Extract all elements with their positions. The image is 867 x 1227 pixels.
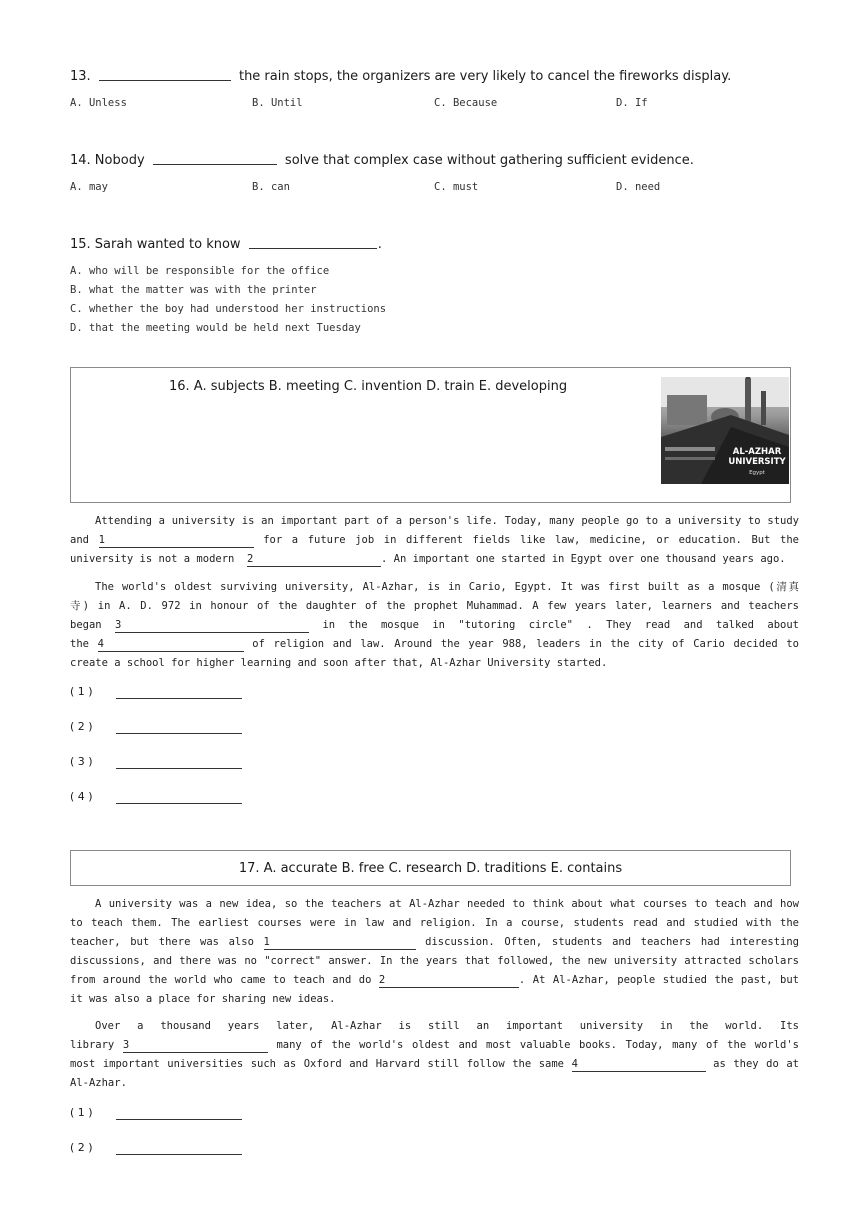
- q16-gap-3[interactable]: 3: [115, 619, 309, 633]
- q14-option-c[interactable]: C. must: [434, 181, 479, 193]
- q15-option-d[interactable]: D. that the meeting would be held next Tuesday: [70, 322, 361, 334]
- q17-p2-line-3: most important universities such as Oxford and Harvard still follow the same 4 as they do at: [70, 1058, 800, 1070]
- q16-wordbank: 16. A. subjects B. meeting C. invention D. train E. developing: [169, 379, 568, 394]
- q15-option-b[interactable]: B. what the matter was with the printer: [70, 284, 317, 296]
- q17-answer-1-line[interactable]: [116, 1119, 242, 1120]
- q17-p2-line-4: Al-Azhar.: [70, 1077, 127, 1089]
- q17-paragraph-1: [70, 895, 799, 1009]
- question-13: [70, 68, 731, 84]
- question-14-prefix: 14. Nobody: [70, 153, 145, 168]
- q17-p1-line-2: to teach them. The earliest courses were in law and religion. In a course, students read and studied with the: [70, 917, 799, 929]
- q13-option-b[interactable]: B. Until: [252, 97, 303, 109]
- q16-p2-line-5: create a school for higher learning and soon after that, Al-Azhar University started.: [70, 657, 608, 669]
- q13-option-c[interactable]: C. Because: [434, 97, 498, 109]
- q17-p1-line-4: discussions, and there was no "correct" answer. In the years that followed, the new university attracted scholars: [70, 955, 799, 967]
- mosque-skyline-icon: [661, 377, 789, 484]
- q17-gap-1[interactable]: 1: [264, 936, 416, 950]
- question-13-number: 13.: [70, 69, 91, 84]
- question-14-text: solve that complex case without gathering sufficient evidence.: [284, 153, 694, 168]
- q16-p2-line-3: began 3 in the mosque in "tutoring circle" . They read and talked about: [70, 619, 799, 631]
- q17-gap-3[interactable]: 3: [123, 1039, 268, 1053]
- al-azhar-photo: [661, 377, 789, 484]
- q16-answer-4: ( 4 ): [70, 790, 250, 808]
- q16-answer-4-line[interactable]: [116, 803, 242, 804]
- q14-option-b[interactable]: B. can: [252, 181, 290, 193]
- q16-gap-4[interactable]: 4: [98, 638, 244, 652]
- q16-paragraph-2: [70, 578, 799, 673]
- q17-p2-line-1: Over a thousand years later, Al-Azhar is still an important university in the world. Its: [95, 1020, 799, 1032]
- photo-caption: AL-AZHAR UNIVERSITY: [728, 447, 786, 467]
- q14-option-d[interactable]: D. need: [616, 181, 661, 193]
- question-13-blank[interactable]: [99, 68, 231, 81]
- question-15-suffix: .: [377, 237, 382, 252]
- q17-p1-line-3: teacher, but there was also 1 discussion. Often, students and teachers had interesting: [70, 936, 799, 948]
- q16-gap-1[interactable]: 1: [99, 534, 254, 548]
- q17-answer-1: ( 1 ): [70, 1106, 250, 1124]
- question-15-blank[interactable]: [249, 236, 377, 249]
- question-14-blank[interactable]: [153, 152, 277, 165]
- q17-gap-4[interactable]: 4: [572, 1058, 706, 1072]
- q16-p2-line-1: The world's oldest surviving university, Al-Azhar, is in Cario, Egypt. It was first built as a mosque (清真: [95, 581, 799, 593]
- q15-option-a[interactable]: A. who will be responsible for the office: [70, 265, 330, 277]
- question-14: [70, 152, 694, 168]
- question-15-prefix: 15. Sarah wanted to know: [70, 237, 241, 252]
- q13-option-d[interactable]: D. If: [616, 97, 648, 109]
- q17-wordbank-box: [70, 850, 791, 886]
- question-15: [70, 236, 382, 252]
- q16-p2-line-4: the 4 of religion and law. Around the year 988, leaders in the city of Cario decided to: [70, 638, 799, 650]
- q17-p1-line-5: from around the world who came to teach and do 2 . At Al-Azhar, people studied the past, but: [70, 974, 800, 986]
- q16-paragraph-1: [70, 512, 799, 569]
- q17-paragraph-2: [70, 1017, 799, 1093]
- q17-p1-line-6: it was also a place for sharing new ideas.: [70, 993, 336, 1005]
- q16-answer-3: ( 3 ): [70, 755, 250, 773]
- q16-answer-2: ( 2 ): [70, 720, 250, 738]
- q16-answer-2-line[interactable]: [116, 733, 242, 734]
- q13-option-a[interactable]: A. Unless: [70, 97, 127, 109]
- q16-wordbank-box: [70, 367, 791, 503]
- q17-wordbank: 17. A. accurate B. free C. research D. traditions E. contains: [238, 861, 623, 876]
- q17-p1-line-1: A university was a new idea, so the teachers at Al-Azhar needed to think about what courses to teach and how: [95, 898, 799, 910]
- q14-option-a[interactable]: A. may: [70, 181, 108, 193]
- question-13-text: the rain stops, the organizers are very likely to cancel the fireworks display.: [238, 69, 732, 84]
- q16-p1-line-1: Attending a university is an important part of a person's life. Today, many people go to a university to study: [95, 515, 799, 527]
- q16-answer-1: ( 1 ): [70, 685, 250, 703]
- q16-p1-line-2: and 1 for a future job in different fields like law, medicine, or education. But the: [70, 534, 799, 546]
- q17-p2-line-2: library 3 many of the world's oldest and most valuable books. Today, many of the world's: [70, 1039, 799, 1051]
- q17-gap-2[interactable]: 2: [379, 974, 519, 988]
- q16-gap-2[interactable]: 2: [247, 553, 381, 567]
- photo-subcaption: Egypt: [749, 470, 765, 476]
- q16-p2-line-2: 寺) in A. D. 972 in honour of the daughter of the prophet Muhammad. A few years later, learners and teachers: [70, 600, 799, 612]
- q15-option-c[interactable]: C. whether the boy had understood her instructions: [70, 303, 387, 315]
- q17-answer-2-line[interactable]: [116, 1154, 242, 1155]
- q17-answer-2: ( 2 ): [70, 1141, 250, 1159]
- q16-answer-1-line[interactable]: [116, 698, 242, 699]
- q16-answer-3-line[interactable]: [116, 768, 242, 769]
- q16-p1-line-3: university is not a modern 2 . An important one started in Egypt over one thousand years ago.: [70, 553, 786, 565]
